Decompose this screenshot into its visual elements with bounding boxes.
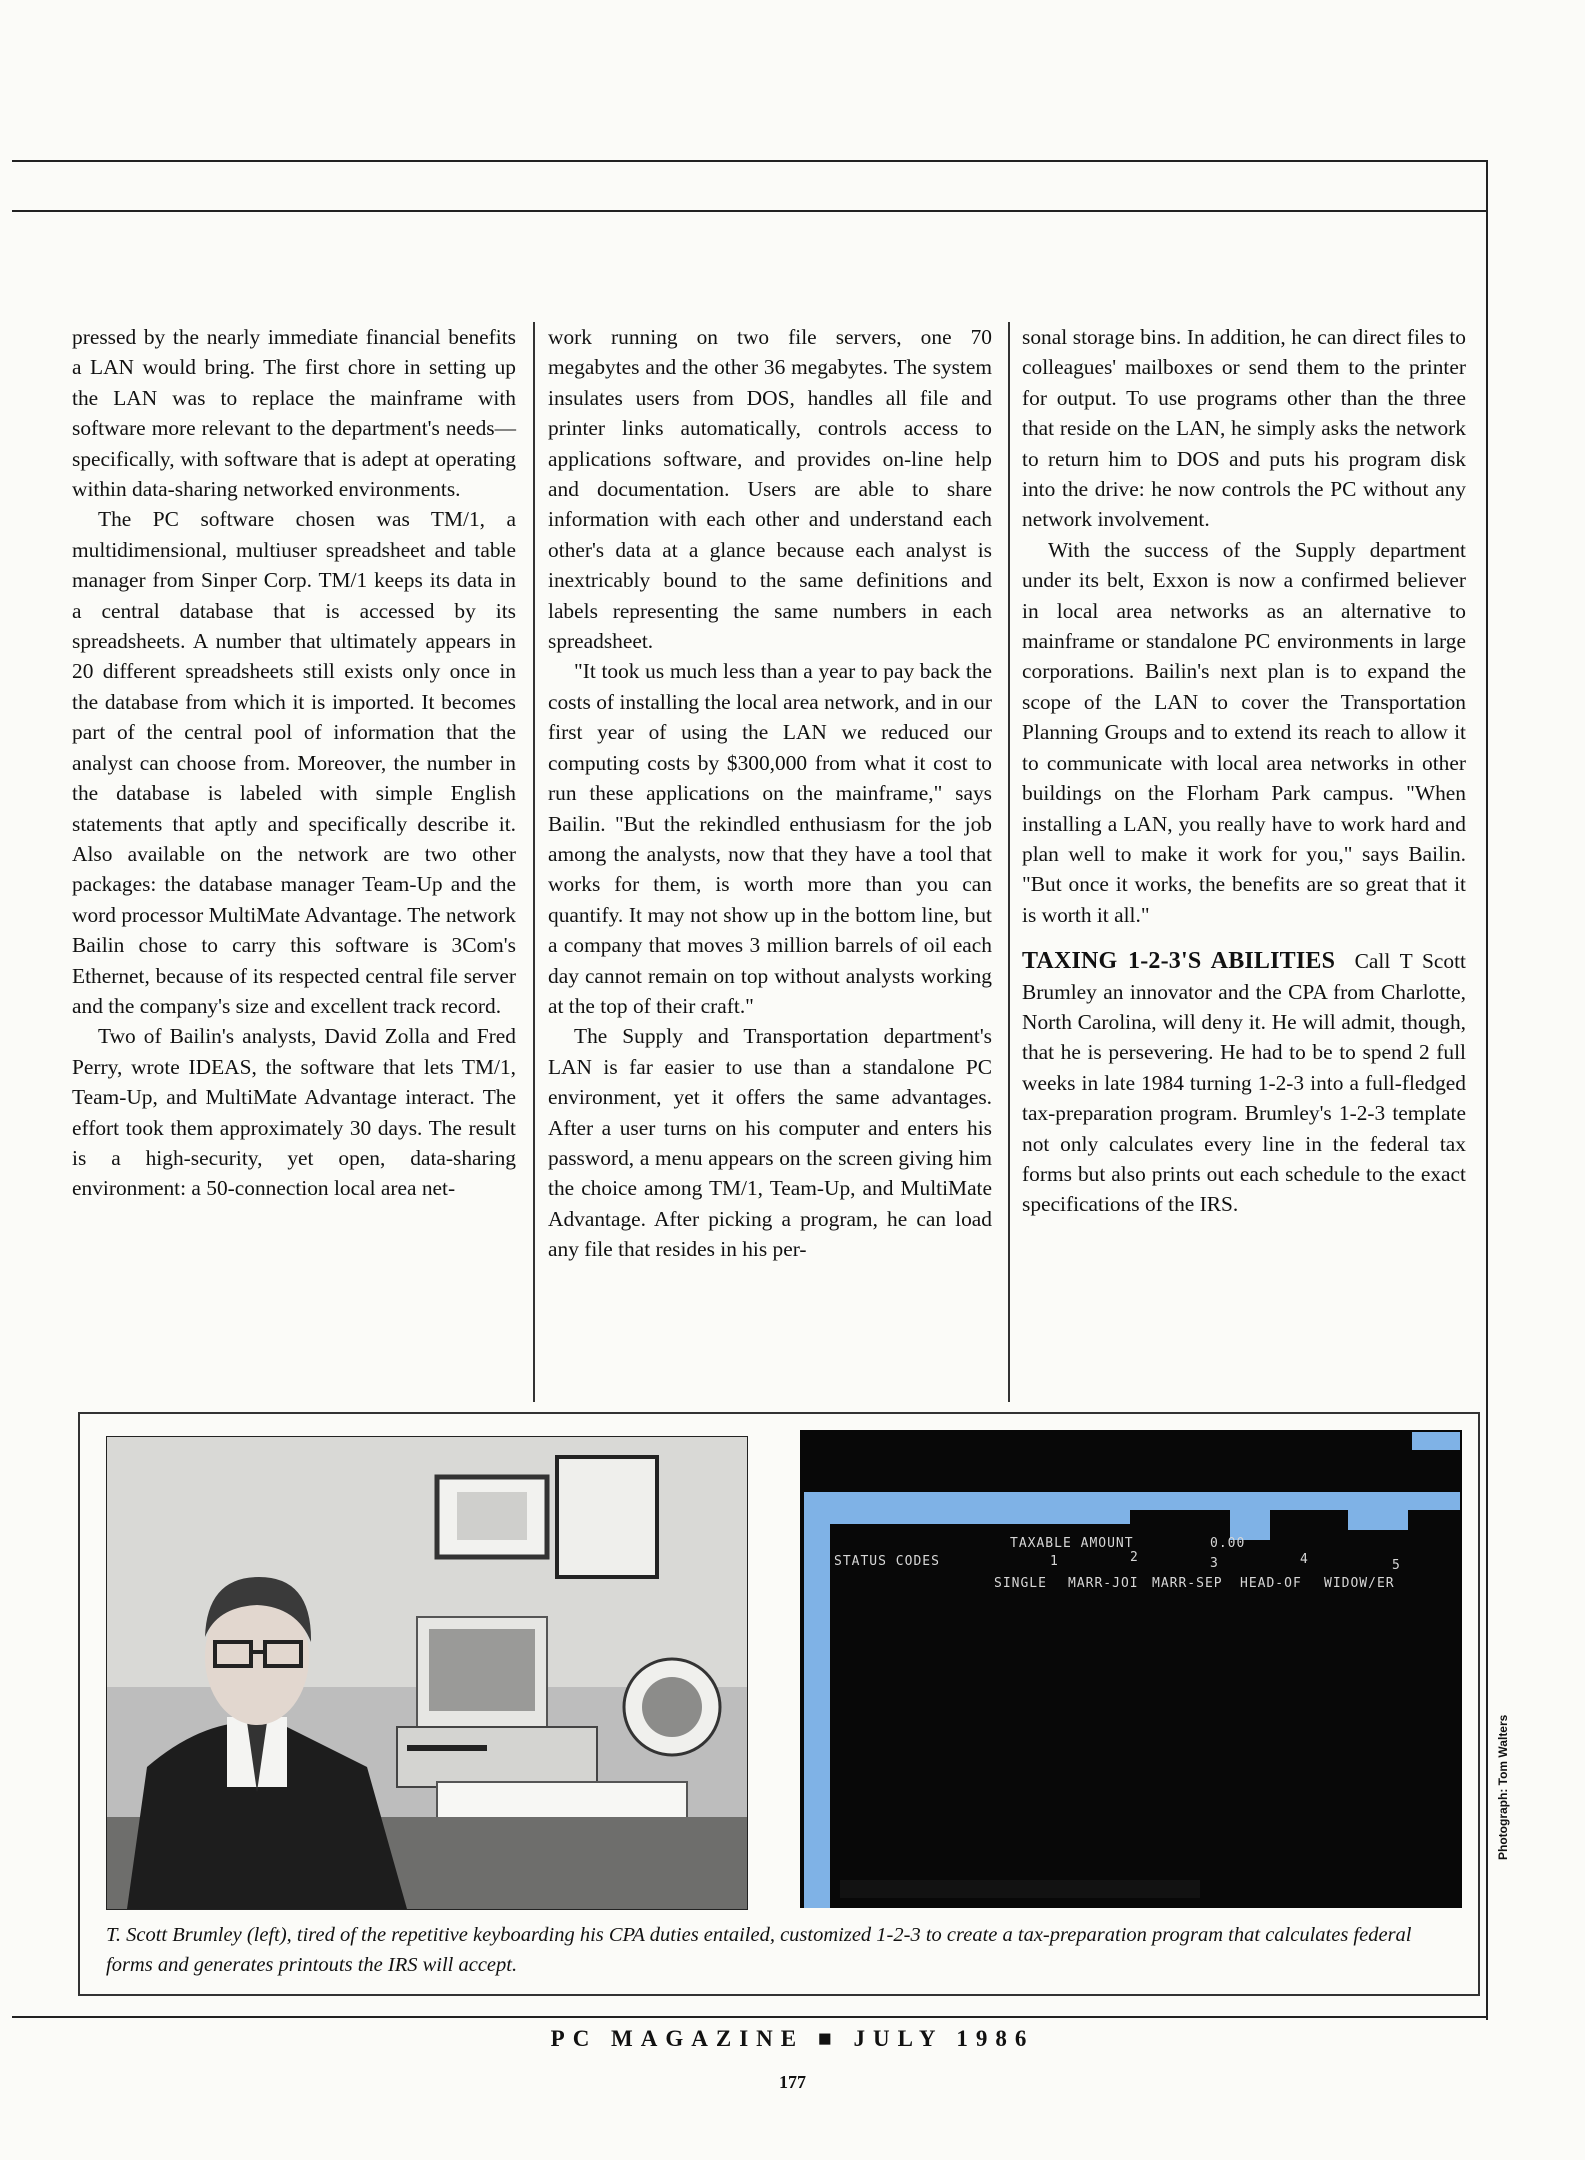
status-number: 2 [1130,1550,1139,1565]
filing-status-option: HEAD-OF [1240,1576,1302,1591]
status-number: 3 [1210,1556,1219,1571]
spreadsheet-screen-photo [800,1430,1462,1908]
article-column-3 [1022,322,1466,1220]
paragraph: pressed by the nearly immediate financial benefits a LAN would bring. The first chore in setting up the LAN was to replace the mainframe with software more relevant to the department's needs—specifically, with software that is adept at operating within data-sharing networked environments. [72,325,516,502]
filing-status-option: WIDOW/ER [1324,1576,1395,1591]
figure-box [78,1412,1480,1996]
article-column-2 [548,322,992,1265]
page-number: 177 [779,2072,806,2092]
figure-caption: T. Scott Brumley (left), tired of the repetitive keyboarding his CPA duties entailed, customized 1-2-3 to create a tax-preparation program that calculates federal forms and generates printouts the IRS will accept. [106,1924,1412,1976]
section-paragraph [1022,946,1466,1220]
portrait-photo [106,1436,748,1910]
paragraph: The PC software chosen was TM/1, a multidimensional, multiuser spreadsheet and table manager from Sinper Corp. TM/1 keeps its data in a central database that is accessed by its spreadsheets. A number that ultimately appears in 20 different spreadsheets still exists only once in the database from which it is imported. It becomes part of the central pool of information that the analyst can choose from. Moreover, the number in the database is labeled with simple English statements that aptly and specifically describe it. Also available on the network are two other packages: the database manager Team-Up and the word processor MultiMate Advantage. The network Bailin chose to carry this software is 3Com's Ethernet, because of its respected central file server and the company's size and excellent track record. [72,507,516,1018]
taxable-amount-value: 0.00 [1210,1536,1246,1551]
screen-illustration [800,1430,1462,1908]
paragraph: Two of Bailin's analysts, David Zolla and Fred Perry, wrote IDEAS, the software that lets TM/1, Team-Up, and MultiMate Advantage interact. The effort took them approximately 30 days. The result is a high-security, yet open, data-sharing environment: a 50-connection local area net- [72,1024,516,1201]
status-codes-label: STATUS CODES [834,1554,940,1569]
column-divider [1008,322,1010,1402]
filing-status-option: SINGLE [994,1576,1047,1591]
filing-status-option: MARR-JOI [1068,1576,1139,1591]
paragraph: With the success of the Supply department under its belt, Exxon is now a confirmed believer in local area networks as an alternative to mainframe or standalone PC environments in large corporations. Bailin's next plan is to expand the scope of the LAN to cover the Transportation Planning Groups and to extend its reach to allow it to communicate with local area networks in other buildings on the Florham Park campus. "When installing a LAN, you really have to work hard and plan well to make it work for you," says Bailin. "But once it works, the benefits are so great that it is worth it all." [1022,537,1466,927]
paragraph: work running on two file servers, one 70 megabytes and the other 36 megabytes. The system insulates users from DOS, handles all file and printer links automatically, controls access to applications software, and provides on-line help and documentation. Users are able to share information with each other and understand each other's data at a glance because each analyst is inextricably bound to the same definitions and labels representing the same numbers in each spreadsheet. [548,325,992,654]
photo-illustration [107,1437,747,1909]
column-divider [533,322,535,1402]
right-edge-rule [1486,160,1488,2020]
status-number: 5 [1392,1558,1401,1573]
bottom-rule [12,2016,1488,2018]
taxable-amount-label: TAXABLE AMOUNT [1010,1536,1134,1551]
section-heading: TAXING 1-2-3'S ABILITIES [1022,948,1336,975]
paragraph: "It took us much less than a year to pay back the costs of installing the local area network, and in our first year of using the LAN we reduced our computing costs by $300,000 from what it cost to run these applications on the mainframe," says Bailin. "But the rekindled enthusiasm for the job among the analysts, now that they have a tool that works for them, is worth more than you can quantify. It may not show up in the bottom line, but a company that moves 3 million barrels of oil each day cannot remain on top without analysts working at the top of their craft." [548,659,992,1018]
photo-credit: Photograph: Tom Walters [1496,1714,1510,1860]
top-rule [12,160,1488,162]
filing-status-option: MARR-SEP [1152,1576,1223,1591]
status-number: 4 [1300,1552,1309,1567]
article-column-1 [72,322,516,1204]
status-number: 1 [1050,1554,1059,1569]
paragraph-text: Call T Scott Brumley an innovator and the CPA from Charlotte, North Carolina, will deny it. He will admit, though, that he is persevering. He had to be to spend 2 full weeks in late 1984 turning 1-2-3 into a full-fledged tax-preparation program. Brumley's 1-2-3 template not only calculates every line in the federal tax forms but also prints out each schedule to the exact specifications of the IRS. [1022,949,1466,1217]
paragraph: sonal storage bins. In addition, he can direct files to colleagues' mailboxes or send them to the printer for output. To use programs other than the three that reside on the LAN, he simply asks the network to return him to DOS and puts his program disk into the drive: he now controls the PC without any network involvement. [1022,325,1466,532]
paragraph: The Supply and Transportation department's LAN is far easier to use than a standalone PC environment, yet it offers the same advantages. After a user turns on his computer and enters his password, a menu appears on the screen giving him the choice among TM/1, Team-Up, and MultiMate Advantage. After picking a program, he can load any file that resides in his per- [548,1024,992,1262]
magazine-footer: PC MAGAZINE ■ JULY 1986 [550,2026,1035,2051]
header-rule [12,210,1488,212]
